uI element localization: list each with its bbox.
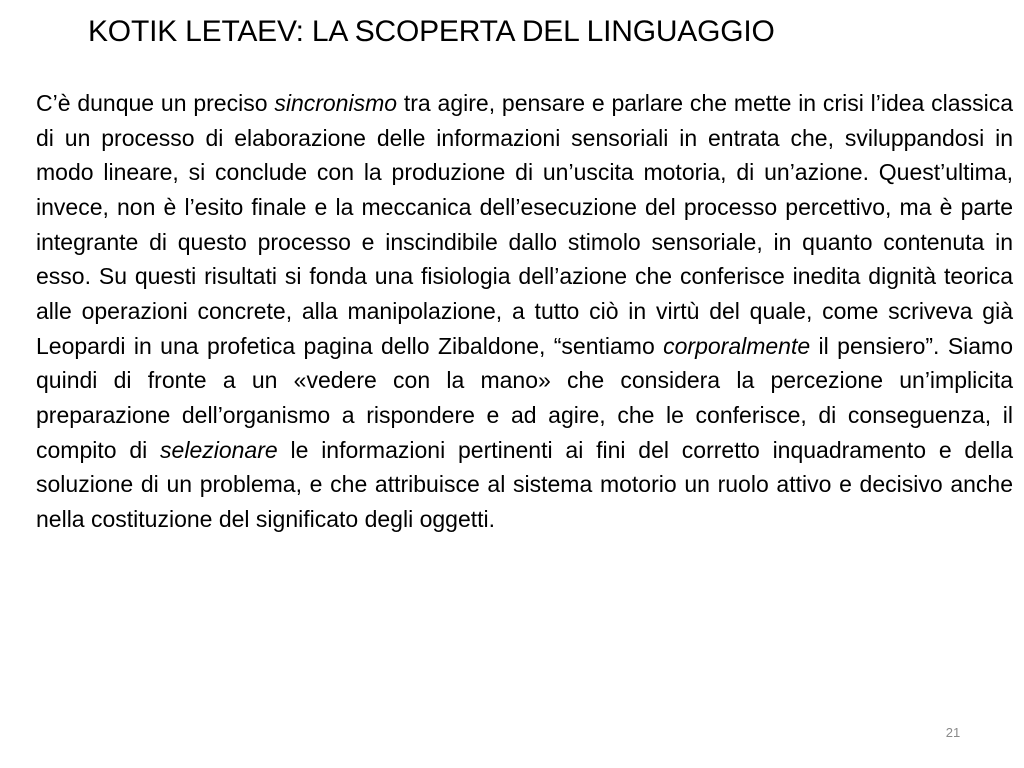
body-emphasis: corporalmente [663, 332, 811, 359]
body-emphasis: selezionare [160, 436, 278, 463]
body-paragraph [36, 86, 1013, 537]
body-text-segment: le informazioni pertinenti ai fini del corretto inquadramento e della soluzione di un problema, e che attribuisce al sistema motorio un ruolo attivo e decisivo anche nella costituzione del significato degli oggetti. [36, 436, 1014, 532]
slide-title: KOTIK LETAEV: LA SCOPERTA DEL LINGUAGGIO [88, 15, 775, 48]
body-emphasis: sincronismo [274, 90, 398, 116]
body-text-segment: il pensiero”. Siamo quindi di fronte a un «vedere con la mano» che considera la percezione un’implicita preparazione dell’organismo a rispondere e ad agire, che le conferisce, di conseguenza, il compito di [36, 332, 1014, 463]
body-text-segment: C’è dunque un preciso [36, 90, 275, 116]
body-text-segment: tra agire, pensare e parlare che mette in crisi l’idea classica di un processo di elaborazione delle informazioni sensoriali in entrata che, sviluppandosi in modo lineare, si conclude con la produzione di un’uscita motoria, di un’azione. Quest’ultima, invece, non è l’esito finale e la meccanica dell’esecuzione del processo percettivo, ma è parte integrante di questo processo e inscindibile dallo stimolo sensoriale, in quanto contenuta in esso. Su questi risultati si fonda una fisiologia dell’azione che conferisce inedita dignità teorica alle operazioni concrete, alla manipolazione, a tutto ciò in virtù del quale, come scriveva già Leopardi in una profetica pagina dello Zibaldone, “sentiamo [36, 90, 1013, 359]
page-number: 21 [945, 725, 961, 740]
